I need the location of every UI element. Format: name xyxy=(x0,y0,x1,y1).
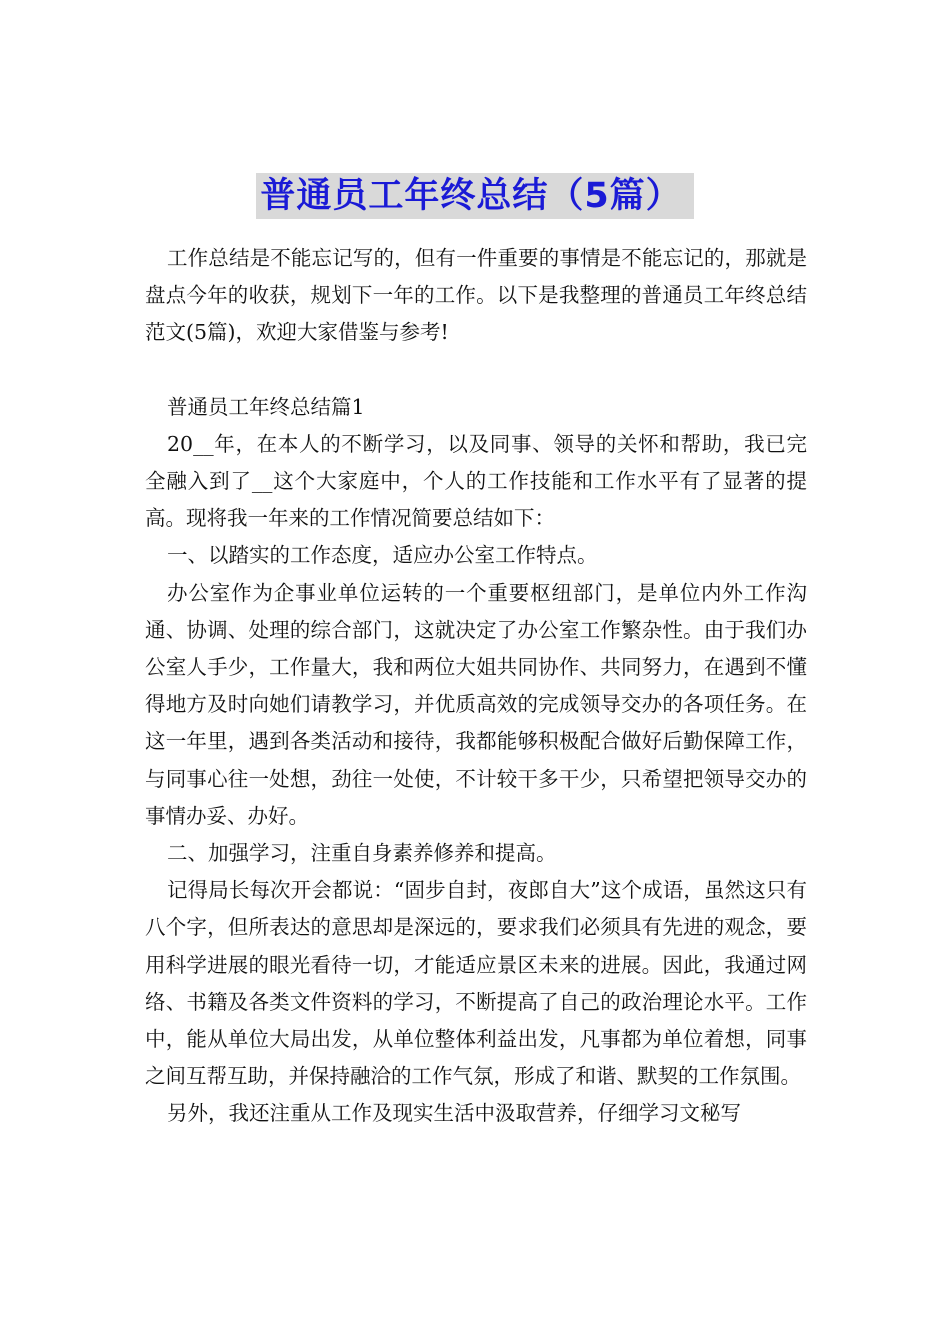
subheading-1: 一、以踏实的工作态度，适应办公室工作特点。 xyxy=(167,543,598,568)
section-title: 普通员工年终总结篇1 xyxy=(167,394,365,419)
title-container xyxy=(0,173,950,219)
subheading-2: 二、加强学习，注重自身素养修养和提高。 xyxy=(167,841,557,866)
body-paragraph: 记得局长每次开会都说：“固步自封，夜郎自大”这个成语，虽然这只有八个字，但所表达的意思却是深远的，要求我们必须具有先进的观念，要用科学进展的眼光看待一切，才能适应景区未来的进展。因此，我通过网络、书籍及各类文件资料的学习，不断提高了自己的政治理论水平。工作中，能从单位大局出发，从单位整体利益出发，凡事都为单位着想，同事之间互帮互助，并保持融洽的工作气氛，形成了和谐、默契的工作氛围。 xyxy=(145,878,807,1089)
intro-paragraph: 工作总结是不能忘记写的，但有一件重要的事情是不能忘记的，那就是盘点今年的收获，规划下一年的工作。以下是我整理的普通员工年终总结范文(5篇)，欢迎大家借鉴与参考! xyxy=(145,246,807,345)
document-body xyxy=(145,240,807,1133)
body-paragraph: 办公室作为企事业单位运转的一个重要枢纽部门，是单位内外工作沟通、协调、处理的综合部门，这就决定了办公室工作繁杂性。由于我们办公室人手少，工作量大，我和两位大姐共同协作、共同努力，在遇到不懂得地方及时向她们请教学习，并优质高效的完成领导交办的各项任务。在这一年里，遇到各类活动和接待，我都能够积极配合做好后勤保障工作，与同事心往一处想，劲往一处使，不计较干多干少，只希望把领导交办的事情办妥、办好。 xyxy=(145,580,807,828)
body-paragraph: 另外，我还注重从工作及现实生活中汲取营养，仔细学习文秘写 xyxy=(167,1101,741,1126)
body-paragraph: 20__年，在本人的不断学习，以及同事、领导的关怀和帮助，我已完全融入到了__这个大家庭中，个人的工作技能和工作水平有了显著的提高。现将我一年来的工作情况简要总结如下： xyxy=(145,431,807,531)
document-title: 普通员工年终总结（5篇） xyxy=(256,173,693,219)
